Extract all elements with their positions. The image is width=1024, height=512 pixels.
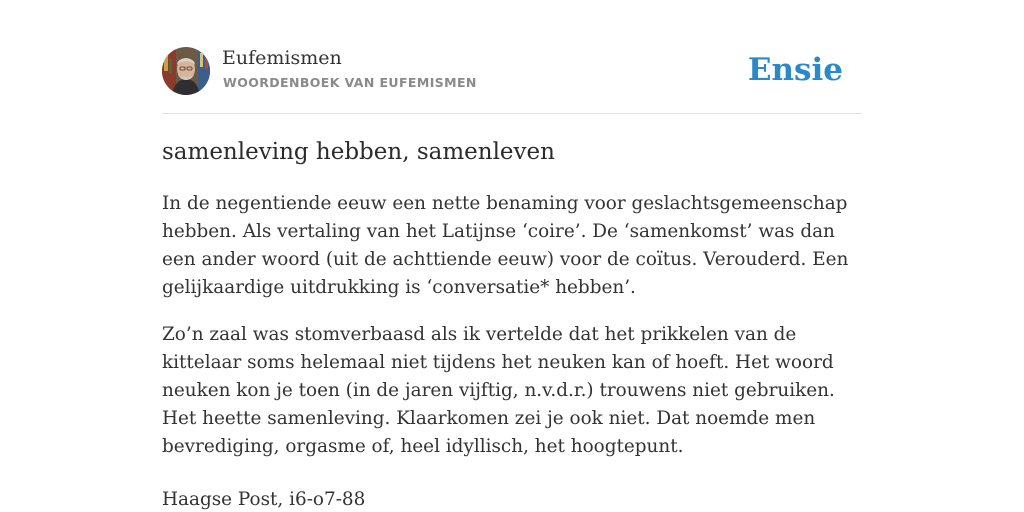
page-content xyxy=(162,0,862,510)
entry-paragraph-2: Zo’n zaal was stomverbaasd als ik vertelde dat het prikkelen van de kittelaar soms helemaal niet tijdens het neuken kan of hoeft. Het woord neuken kon je toen (in de jaren vijftig, n.v.d.r.) trouwens niet gebruiken. Het heette samenleving. Klaarkomen zei je ook niet. Dat noemde men bevrediging, orgasme of, heel idyllisch, het hoogtepunt. xyxy=(162,324,835,457)
entry-paragraph-1: In de negentiende eeuw een nette benaming voor geslachtsgemeenschap hebben. Als vertaling van het Latijnse ‘coire’. De ‘samenkomst’ was dan een ander woord (uit de achttiende eeuw) voor de coïtus. Verouderd. Een gelijkaardige uitdrukking is ‘conversatie* hebben’. xyxy=(162,193,849,298)
author-subtitle: WOORDENBOEK VAN EUFEMISMEN xyxy=(223,75,477,90)
entry-source: Haagse Post, i6-o7-88 xyxy=(162,489,366,510)
author-avatar[interactable] xyxy=(162,47,210,95)
entry-title: samenleving hebben, samenleven xyxy=(162,139,555,165)
author-name-link[interactable]: Eufemismen xyxy=(222,47,342,69)
entry-header xyxy=(162,0,862,114)
ensie-logo-link[interactable]: Ensie xyxy=(747,52,843,88)
author-portrait-icon xyxy=(162,47,210,95)
